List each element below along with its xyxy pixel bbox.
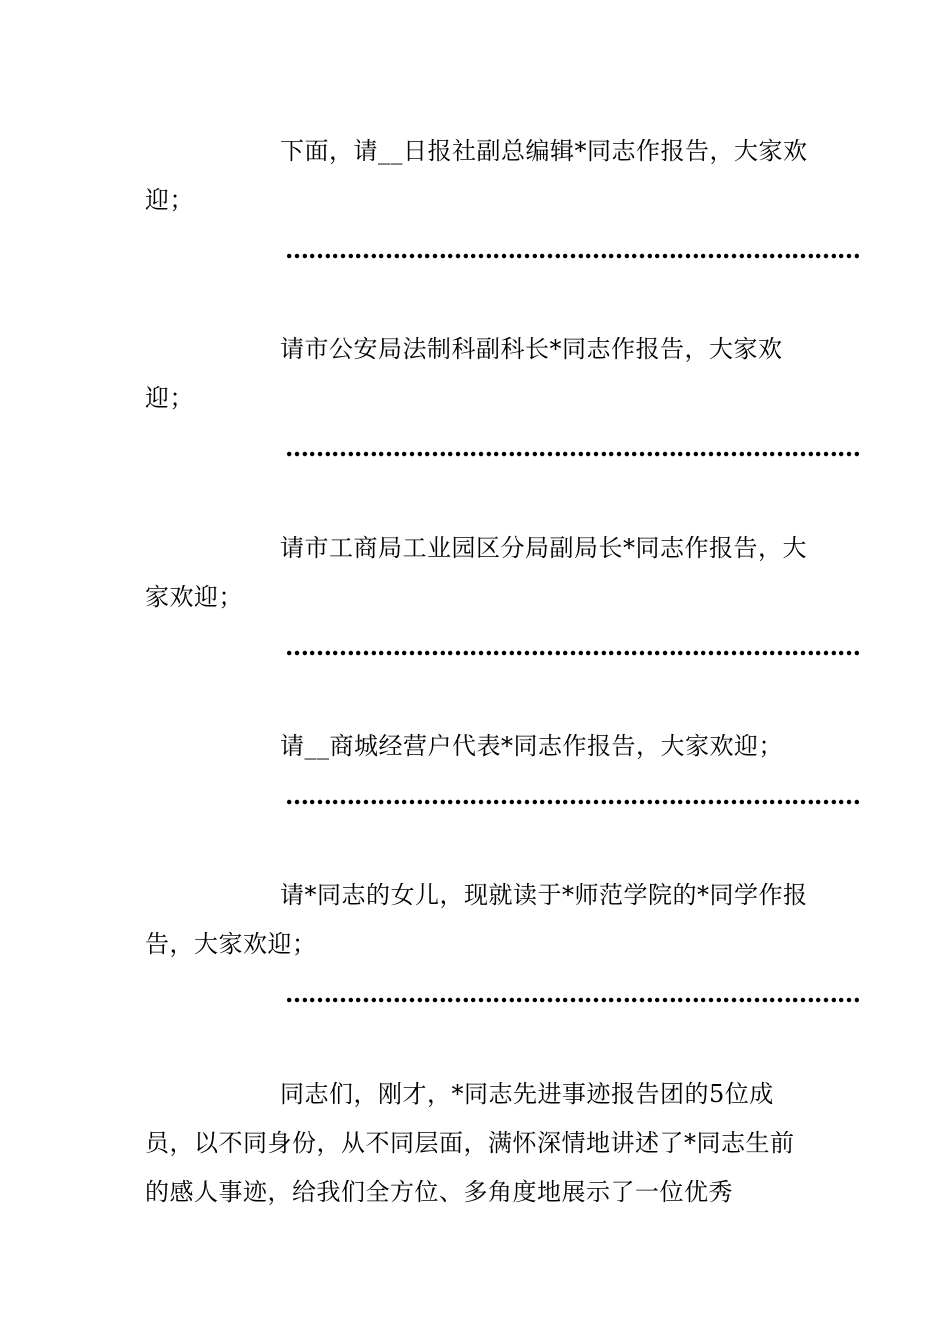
ellipsis-separator-2: ………………………………………………………………… — [285, 433, 860, 462]
paragraph-police-bureau: 请市公安局法制科副科长*同志作报告，大家欢迎； — [145, 335, 783, 412]
ellipsis-separator-1: ………………………………………………………………… — [285, 235, 860, 264]
ellipsis-separator-4: ………………………………………………………………… — [285, 781, 860, 810]
paragraph-daughter-student: 请*同志的女儿，现就读于*师范学院的*同学作报告，大家欢迎； — [145, 881, 808, 958]
paragraph-intro-newspaper: 下面，请__日报社副总编辑*同志作报告，大家欢迎； — [145, 137, 808, 214]
ellipsis-separator-5: ………………………………………………………………… — [285, 979, 860, 1008]
ellipsis-separator-3: ………………………………………………………………… — [285, 632, 860, 661]
paragraph-commerce-bureau: 请市工商局工业园区分局副局长*同志作报告，大家欢迎； — [145, 534, 807, 611]
paragraph-mall-merchant: 请__商城经营户代表*同志作报告，大家欢迎； — [280, 732, 783, 760]
paragraph-closing-remarks: 同志们，刚才，*同志先进事迹报告团的5位成员，以不同身份，从不同层面，满怀深情地讲述了*同志生前的感人事迹，给我们全方位、多角度地展示了一位优秀 — [145, 1080, 795, 1206]
